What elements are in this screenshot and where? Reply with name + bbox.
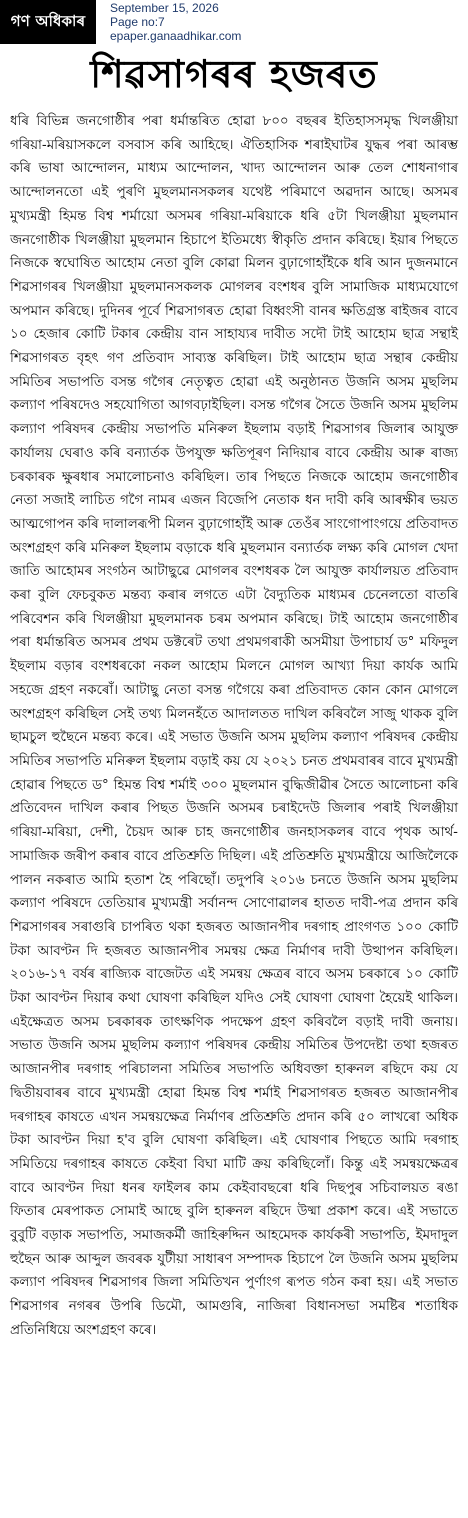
logo-text: গণ অধিকাৰ <box>10 11 86 30</box>
page-number: Page no:7 <box>110 15 165 29</box>
issue-meta <box>110 1 241 43</box>
issue-date: September 15, 2026 <box>110 1 219 15</box>
newspaper-logo[interactable] <box>0 0 96 44</box>
article-body: ধৰি বিভিন্ন জনগোষ্ঠীৰ পৰা ধৰ্মান্তৰিত হোৱা ৮০০ বছৰৰ ইতিহাসসমৃদ্ধ খিলঞ্জীয়া গৰিয়া-মৰিয়াসকলে বসবাস কৰি আহিছে। ঐতিহাসিক শৰাইঘাটৰ যুদ্ধৰ পৰা আৰম্ভ কৰি ভাষা আন্দোলন, মাধ্যম আন্দোলন, খাদ্য আন্দোলন আৰু তেল শোধনাগাৰ আন্দোলনতো এই পুৰণি মুছলমানসকলৰ যথেষ্ট পৰিমাণে অৱদান আছে। অসমৰ মুখ্যমন্ত্ৰী হিমন্ত বিশ্ব শৰ্মায়ো অসমৰ গৰিয়া-মৰিয়াকে ধৰি ৫টা খিলঞ্জীয়া মুছলমান জনগোষ্ঠীক খিলঞ্জীয়া মুছলমান হিচাপে ইতিমধ্যে স্বীকৃতি প্ৰদান কৰিছে। ইয়াৰ পিছতে নিজকে স্বঘোষিত আহোম নেতা বুলি কোৱা মিলন বুঢ়াগোহাঁইকে ধৰি আন দুজনমানে শিৱসাগৰৰ খিলঞ্জীয়া মুছলমানসকলক মোগলৰ বংশধৰ বুলি সামাজিক মাধ্যমযোগে অপমান কৰিছে। দুদিনৰ পূৰ্বে শিৱসাগৰত হোৱা বিধ্বংসী বানৰ ক্ষতিগ্ৰস্ত ৰাইজৰ বাবে ১০ হেজাৰ কোটি টকাৰ কেন্দ্ৰীয় বান সাহায্যৰ দাবীত সদৌ টাই আহোম ছাত্ৰ সন্থাই শিৱসাগৰত বৃহৎ গণ প্ৰতিবাদ সাব্যস্ত কৰিছিল। টাই আহোম ছাত্ৰ সন্থাৰ কেন্দ্ৰীয় সমিতিৰ সভাপতি বসন্ত গগৈৰ নেতৃত্বত হোৱা এই অনুষ্ঠানত উজনি অসম মুছলিম কল্যাণ পৰিষদেও সহযোগিতা আগবঢ়াইছিল। বসন্ত গগৈৰ সৈতে উজনি অসম মুছলিম কল্যাণ পৰিষদৰ কেন্দ্ৰীয় সভাপতি মনিৰুল ইছলাম বড়াই শিৱসাগৰ জিলাৰ আযুক্ত কাৰ্যালয় ঘেৰাও কৰি বন্যাৰ্তক উপযুক্ত ক্ষতিপূৰণ নিদিয়াৰ বাবে কেন্দ্ৰীয় আৰু ৰাজ্য চৰকাৰক ক্ষুৰধাৰ সমালোচনাও কৰিছিল। তাৰ পিছতে নিজকে আহোম জনগোষ্ঠীৰ নেতা সজাই লাচিত গগৈ নামৰ এজন বিজেপি নেতাক ধন দাবী কৰি আৰক্ষীৰ ভয়ত আত্মগোপন কৰি দালালৰূপী মিলন বুঢ়াগোহাঁই আৰু তেওঁৰ সাংগোপাংগয়ে প্ৰতিবাদত অংশগ্ৰহণ কৰি মনিৰুল ইছলাম বড়াকে ধৰি মুছলমান বন্যাৰ্তক লক্ষ্য কৰি মোগল খেদা জাতি আহোমৰ সংগঠন আটাছুৱে মোগলৰ বংশধৰক লৈ আযুক্ত কাৰ্যালয়ত প্ৰতিবাদ কৰা বুলি ফেচবুকত মন্তব্য কৰাৰ লগতে এটা বৈদ্যুতিক মাধ্যমৰ চেনেলতো বাতৰি পৰিবেশন কৰি খিলঞ্জীয়া মুছলমানক চৰম অপমান কৰিছে। টাই আহোম জনগোষ্ঠীৰ পৰা ধৰ্মান্তৰিত অসমৰ প্ৰথম ডক্টৰেট তথা প্ৰথমগৰাকী অসমীয়া উপাচাৰ্য ড° মফিদুল ইছলাম বড়াৰ বংশধৰকো নকল আহোম মিলনে মোগল আখ্যা দিয়া কাৰ্যক আমি সহজে গ্ৰহণ নকৰোঁ। আটাছু নেতা বসন্ত গগৈয়ে কৰা প্ৰতিবাদত কোন কোন মোগলে অংশগ্ৰহণ কৰিছিল সেই তথ্য মিলনহঁতে আদালতত দাখিল কৰিবলৈ সাজু থাকক বুলি ছামচুল হুছৈনে মন্তব্য কৰে। এই সভাত উজনি অসম মুছলিম কল্যাণ পৰিষদৰ কেন্দ্ৰীয় সমিতিৰ সভাপতি মনিৰুল ইছলাম বড়াই কয় যে ২০২১ চনত প্ৰথমবাৰৰ বাবে মুখ্যমন্ত্ৰী হোৱাৰ পিছতে ড° হিমন্ত বিশ্ব শৰ্মাই ৩০০ মুছলমান বুদ্ধিজীৱীৰ সৈতে আলোচনা কৰি প্ৰতিবেদন দাখিল কৰাৰ পিছত উজনি অসমৰ চৰাইদেউ জিলাৰ পৰাই খিলঞ্জীয়া গৰিয়া-মৰিয়া, দেশী, চৈয়দ আৰু চাহ জনগোষ্ঠীৰ জনহাসকলৰ বাবে পৃথক আৰ্থ-সামাজিক জৰীপ কৰাৰ বাবে প্ৰতিশ্ৰুতি দিছিল। এই প্ৰতিশ্ৰুতি মুখ্যমন্ত্ৰীয়ে আজিলৈকে পালন নকৰাত আমি হতাশ হৈ পৰিছোঁ। তদুপৰি ২০১৬ চনতে উজনি অসম মুছলিম কল্যাণ পৰিষদে তেতিয়াৰ মুখ্যমন্ত্ৰী সৰ্বানন্দ সোণোৱালৰ হাতত দাবী-পত্ৰ প্ৰদান কৰি শিৱসাগৰৰ সৰাগুৰি চাপৰিত থকা হজৰত আজানপীৰ দৰগাহ প্ৰাংগণত ১০০ কোটি টকা আবণ্টন দি হজৰত আজানপীৰ সমন্বয় ক্ষেত্ৰ নিৰ্মাণৰ দাবী উত্থাপন কৰিছিল। ২০১৬-১৭ বৰ্ষৰ ৰাজ্যিক বাজেটত এই সমন্বয় ক্ষেত্ৰৰ বাবে অসম চৰকাৰে ১০ কোটি টকা আবণ্টন দিয়াৰ কথা ঘোষণা কৰিছিল যদিও সেই ঘোষণা ঘোষণা হৈয়েই থাকিল। এইক্ষেত্ৰত অসম চৰকাৰক তাৎক্ষণিক পদক্ষেপ গ্ৰহণ কৰিবলৈ বড়াই দাবী জনায়। সভাত উজনি অসম মুছলিম কল্যাণ পৰিষদৰ কেন্দ্ৰীয় সমিতিৰ উপদেষ্টা তথা হজৰত আজানপীৰ দৰগাহ পৰিচালনা সমিতিৰ সভাপতি অধিবক্তা হাৰুনল ৰছিদে কয় যে দ্বিতীয়বাৰৰ বাবে মুখ্যমন্ত্ৰী হোৱা হিমন্ত বিশ্ব শৰ্মাই শিৱসাগৰত হজৰত আজানপীৰ দৰগাহৰ কাষতে এখন সমন্বয়ক্ষেত্ৰ নিৰ্মাণৰ প্ৰতিশ্ৰুতি প্ৰদান কৰি ৫০ লাখৰো অধিক টকা আবণ্টন দিয়া হ'ব বুলি ঘোষণা কৰিছিল। এই ঘোষণাৰ পিছতে আমি দৰগাহ সমিতিয়ে দৰগাহৰ কাষতে কেইবা বিঘা মাটি ক্ৰয় কৰিছিলোঁ। কিন্তু এই সমন্বয়ক্ষেত্ৰৰ বাবে আবণ্টন দিয়া ধনৰ ফাইলৰ কাম কেইবাবছৰো ধৰি দিছপুৰ সচিবালয়ত ৰঙা ফিতাৰ মেৰপাকত সোমাই আছে বুলি হাৰুনল ৰছিদে উষ্মা প্ৰকাশ কৰে। এই সভাতে বুবুটি বড়াক সভাপতি, সমাজকৰ্মী জাহিৰুদ্দিন আহমেদক কাৰ্যকৰী সভাপতি, ইমদাদুল হুছৈন আৰু আব্দুল জবৰক যুটীয়া সাধাৰণ সম্পাদক হিচাপে লৈ উজনি অসম মুছলিম কল্যাণ পৰিষদৰ শিৱসাগৰ জিলা সমিতিখন পুৰ্ণাংগ ৰূপত গঠন কৰা হয়। এই সভাত শিৱসাগৰ নগৰৰ উপৰি ডিমৌ, আমগুৰি, নাজিৰা বিধানসভা সমষ্টিৰ শতাধিক প্ৰতিনিধিয়ে অংশগ্ৰহণ কৰে। <box>10 114 458 1338</box>
article-headline: শিৱসাগৰৰ হজৰত <box>90 52 378 96</box>
header-bar <box>0 0 468 44</box>
site-link[interactable]: epaper.ganaadhikar.com <box>110 29 242 43</box>
